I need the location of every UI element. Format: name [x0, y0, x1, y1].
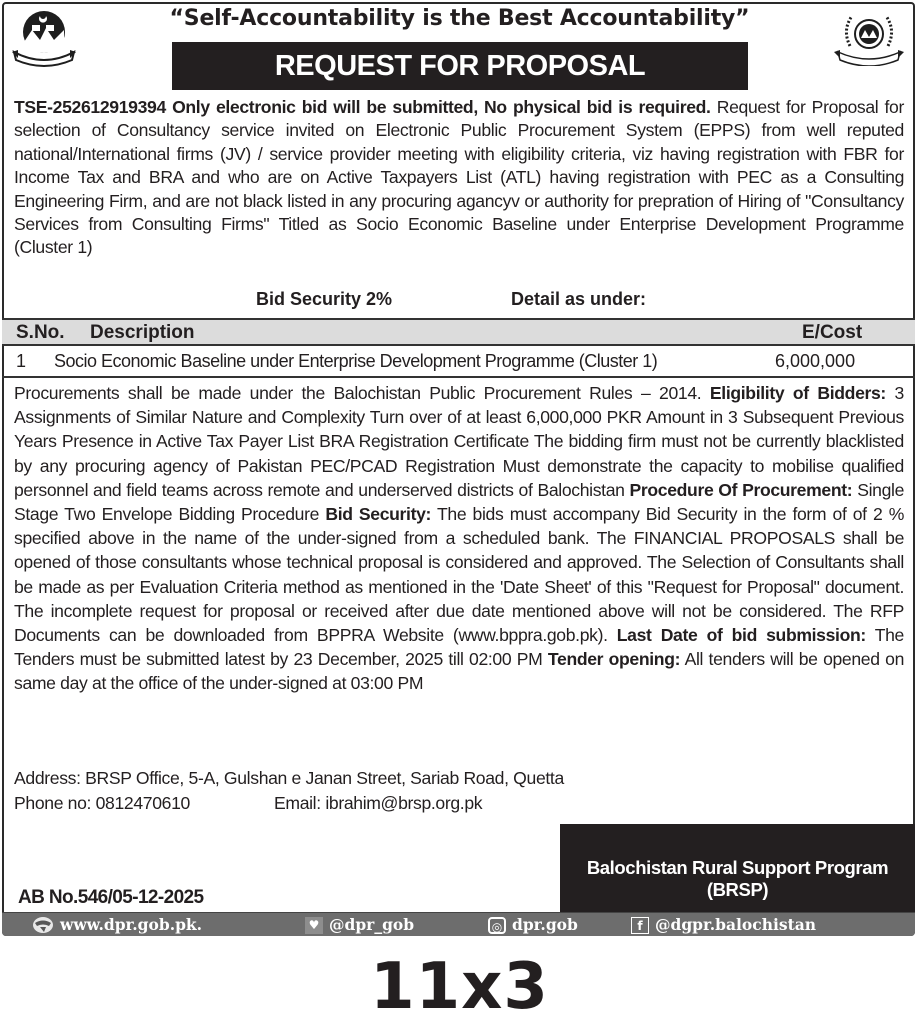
phone-number: Phone no: 0812470610 [14, 793, 190, 813]
bid-security-text: The bids must accompany Bid Security in the form of of 2 % specified above in the name of the under-signed from a scheduled bank. The FINANCIAL PROPOSALS shall be opened of those consultants whose technical proposal is considered and approved. The Selection of Consultants shall be made as per Evaluation Criteria method as mentioned in the 'Date Sheet' of this "Request for Proposal" document. The incomplete request for proposal or received after due date mentioned above will not be considered. The RFP Documents can be downloaded from BPPRA Website (www.bppra.gob.pk). [14, 504, 905, 646]
procurement-rules-text: Procurements shall be made under the Balochistan Public Procurement Rules – 2014. [14, 383, 710, 403]
header-cost: E/Cost [802, 322, 863, 343]
intro-text: Request for Proposal for selection of Consultancy service invited on Electronic Public Procurement System (EPPS) from well reputed national/International firms (JV) / service provider meeting with eligibility criteria, viz having registration with FBR for Income Tax and BRA and who are on Active Taxpayers List (ATL) having registration with PEC as a Consulting Engineering Firm, and are not black listed in any procuring agancyv or authority for prepration of Hiring of "Consultancy Services from Consulting Firms" Titled as Socio Economic Baseline under Enterprise Development Programme (Cluster 1) [14, 97, 904, 258]
instagram-icon: ◎ [488, 917, 506, 934]
page-title: REQUEST FOR PROPOSAL [274, 50, 646, 82]
eligibility-label: Eligibility of Bidders: [709, 383, 886, 403]
bid-security-heading: Bid Security: [325, 504, 432, 525]
twitter-handle: @dpr_gob [329, 915, 415, 934]
eligibility-text: 3 Assignments of Similar Nature and Complexity Turn over of at least 6,000,000 PKR Amount in 3 Subsequent Previous Years Presence in Active Tax Payer List BRA Registration Certificate The bidding firm must not be currently blacklisted by any procuring agency of Pakistan PEC/PCAD Registration Must demonstrate the capacity to mobilise qualified personnel and field teams across remote and underserved districts of Balochistan [14, 383, 904, 500]
rfp-title-bar [172, 42, 748, 90]
instagram-handle: dpr.gob [512, 915, 578, 934]
procedure-label: Procedure Of Procurement: [629, 479, 853, 500]
signatory-org-abbr: (BRSP) [706, 879, 769, 900]
slogan-heading: “Self-Accountability is the Best Accountability” [169, 6, 750, 31]
facebook-handle: @dgpr.balochistan [655, 915, 817, 934]
signatory-box [560, 824, 915, 912]
intro-paragraph [14, 96, 904, 260]
table-row [2, 346, 915, 378]
terms-paragraph [14, 381, 904, 696]
ad-number: AB No.546/05-12-2025 [18, 887, 204, 908]
ad-size-label: 11x3 [370, 950, 549, 1024]
last-date-label: Last Date of bid submission: [616, 625, 866, 646]
facebook-icon: f [631, 917, 649, 934]
last-date-text: The Tenders must be submitted latest by 23 December, 2025 till 02:00 PM [14, 625, 904, 670]
cell-description: Socio Economic Baseline under Enterprise Development Programme (Cluster 1) [54, 351, 658, 371]
tender-opening-text: All tenders will be opened on same day at the office of the under-signed at 03:00 PM [14, 649, 905, 694]
procedure-text: Single Stage Two Envelope Bidding Procedure [14, 479, 904, 525]
bid-security-label: Bid Security 2% [256, 289, 393, 309]
cell-sno: 1 [16, 351, 26, 371]
cell-cost: 6,000,000 [775, 351, 856, 371]
footer-website[interactable] [32, 913, 202, 937]
email-address[interactable]: Email: ibrahim@brsp.org.pk [274, 793, 483, 813]
header-sno: S.No. [16, 322, 65, 343]
table-header [2, 318, 915, 346]
address-line: Address: BRSP Office, 5-A, Gulshan e Janan Street, Sariab Road, Quetta [14, 768, 564, 788]
website-link: www.dpr.gob.pk. [60, 915, 203, 934]
tender-id-statement: TSE-252612919394 Only electronic bid will be submitted, No physical bid is required. [14, 97, 711, 117]
footer-instagram[interactable] [488, 913, 578, 937]
footer-twitter[interactable] [305, 913, 414, 937]
tender-opening-label: Tender opening: [547, 649, 681, 670]
header-description: Description [90, 322, 195, 343]
footer-social-bar [2, 912, 915, 936]
twitter-icon: ♥ [305, 917, 323, 934]
signatory-org-name: Balochistan Rural Support Program [586, 857, 889, 878]
globe-icon [32, 916, 54, 934]
phone-email-line [14, 793, 483, 814]
footer-facebook[interactable] [631, 913, 816, 937]
detail-label: Detail as under: [511, 289, 647, 309]
